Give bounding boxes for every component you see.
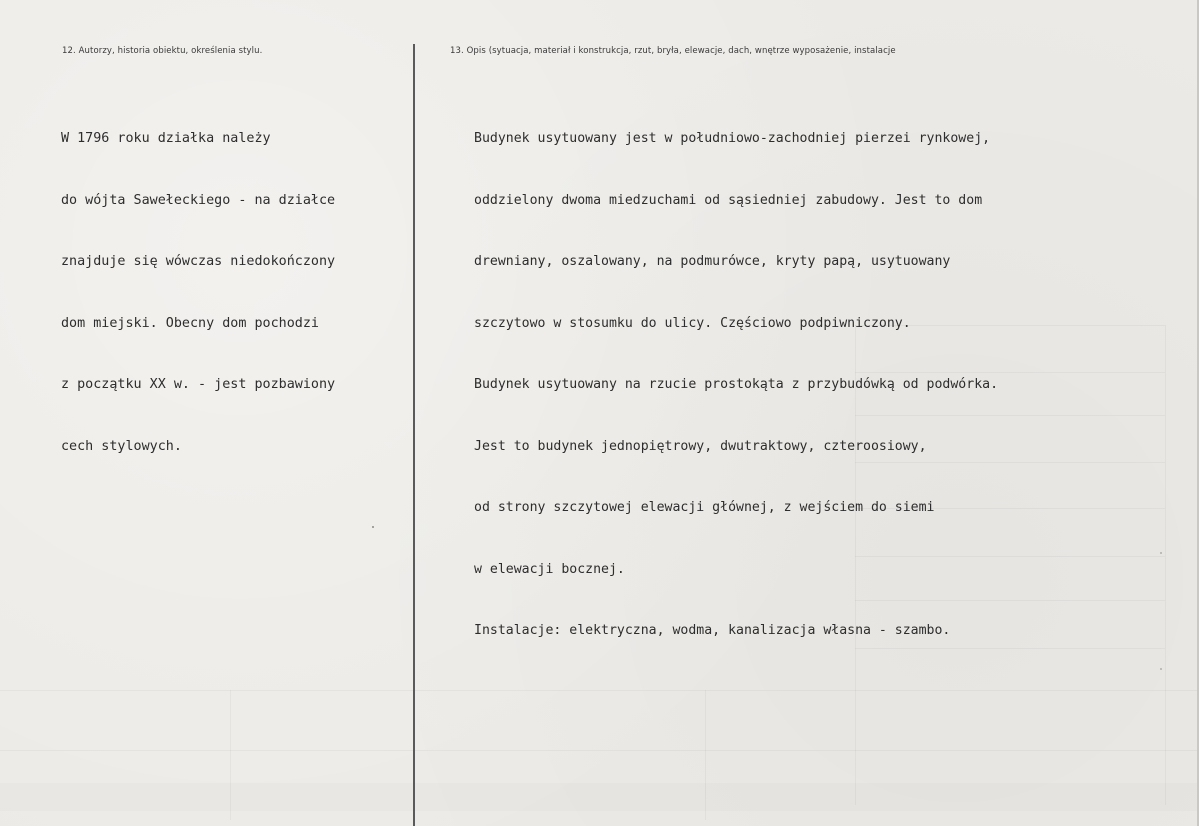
section-12-typed-text [61, 88, 335, 498]
typed-line: oddzielony dwoma miedzuchami od sąsiedniej zabudowy. Jest to dom [474, 192, 983, 208]
typed-line: dom miejski. Obecny dom pochodzi [61, 315, 319, 331]
paper-speck [1160, 668, 1162, 670]
show-through-line [0, 750, 1199, 751]
paper-speck [1160, 552, 1162, 554]
typed-line: Budynek usytuowany na rzucie prostokąta z przybudówką od podwórka. [474, 377, 999, 392]
typed-line: W 1796 roku działka należy [61, 131, 271, 146]
show-through-line [1165, 325, 1166, 805]
typed-line: z początku XX w. - jest pozbawiony [61, 377, 336, 392]
typed-line: znajduje się wówczas niedokończony [61, 254, 336, 269]
typed-line: szczytowo w stosumku do ulicy. Częściowo podpiwniczony. [474, 315, 911, 331]
section-13-header: 13. Opis (sytuacja, materiał i konstrukcja, rzut, bryła, elewacje, dach, wnętrze wyposażenie, instalacje [450, 46, 896, 56]
typed-line: w elewacji bocznej. [474, 561, 625, 577]
show-through-line [0, 690, 1199, 691]
typed-line: od strony szczytowej elewacji głównej, z wejściem do siemi [474, 500, 935, 515]
typed-line: drewniany, oszalowany, na podmurówce, kryty papą, usytuowany [474, 254, 951, 269]
paper-speck [372, 526, 374, 528]
show-through-band [0, 783, 1199, 811]
section-13-typed-text [474, 88, 998, 683]
typed-line: Jest to budynek jednopiętrowy, dwutraktowy, czteroosiowy, [474, 438, 927, 454]
typed-line: do wójta Sawełeckiego - na działce [61, 192, 336, 208]
typed-line: Instalacje: elektryczna, wodma, kanalizacja własna - szambo. [474, 623, 951, 638]
typed-line: cech stylowych. [61, 438, 182, 454]
column-divider [413, 44, 415, 826]
section-12-header: 12. Autorzy, historia obiektu, określenia stylu. [62, 46, 263, 56]
typed-line: Budynek usytuowany jest w południowo-zachodniej pierzei rynkowej, [474, 131, 991, 146]
